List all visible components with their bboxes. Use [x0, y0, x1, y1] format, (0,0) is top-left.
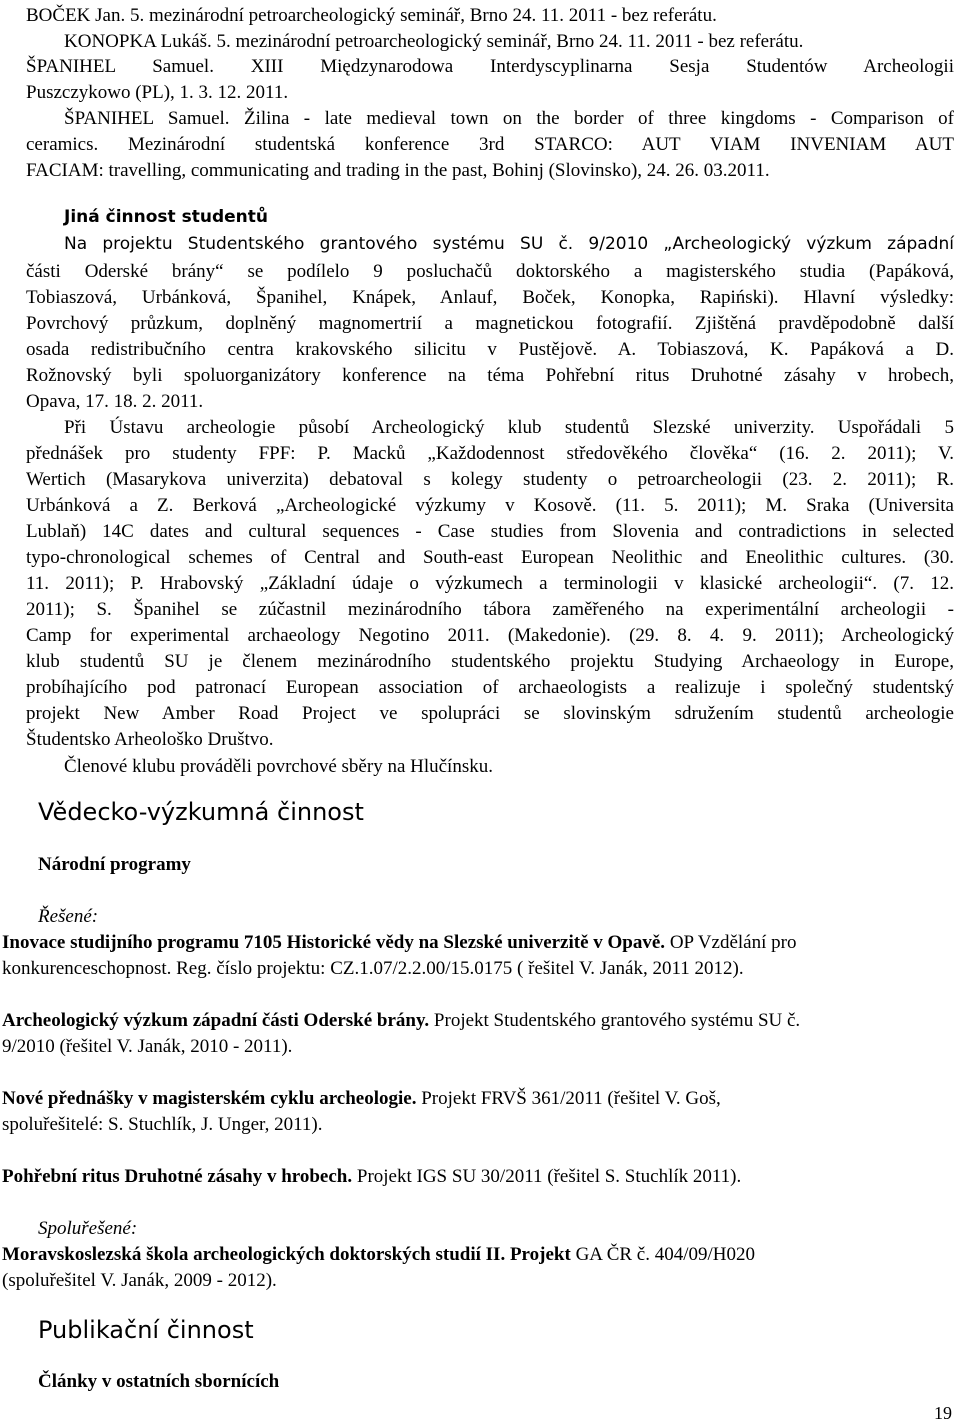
klub-line-12: projekt New Amber Road Project ve spolupráci se slovinským sdružením studentů archeologie: [26, 703, 954, 724]
jina-line-6: Rožnovský byli spoluorganizátory konference na téma Pohřební ritus Druhotné zásahy v hrobech,: [26, 365, 954, 386]
project-2-desc: Projekt Studentského grantového systému SU č.: [429, 1010, 801, 1031]
klub-line-6: typo-chronological schemes of Central and South-east European Neolithic and Eneolithic cultures. (30.: [26, 547, 954, 568]
project-5-desc: GA ČR č. 404/09/H020: [570, 1244, 756, 1265]
ref-line-7: FACIAM: travelling, communicating and trading in the past, Bohinj (Slovinsko), 24. 26. 03.2011.: [26, 160, 770, 181]
project-5-title: Moravskoslezská škola archeologických doktorských studií II. Projekt: [2, 1244, 571, 1265]
klub-line-10: klub studentů SU je členem mezinárodního studentského projektu Studying Archaeology in Europe,: [26, 651, 954, 672]
project-4-desc: Projekt IGS SU 30/2011 (řešitel S. Stuchlík 2011).: [352, 1166, 742, 1187]
jina-line-4: Povrchový průzkum, doplněný magnomertrií a magnetickou fotografií. Zjištěná pravděpodobně další: [26, 313, 954, 334]
ref-line-6: ceramics. Mezinárodní studentská konference 3rd STARCO: AUT VIAM INVENIAM AUT: [26, 134, 954, 155]
klub-line-3: Wertich (Masarykova univerzita) debatoval s kolegy studenty o petroarcheologii (23. 2. 2011); R.: [26, 469, 954, 490]
klub-line-5: Lublaň) 14C dates and cultural sequences - Case studies from Slovenia and contradictions in selected: [26, 521, 954, 542]
jina-line-3: Tobiaszová, Urbánková, Španihel, Knápek, Anlauf, Boček, Konopka, Rapiński). Hlavní výsledky:: [26, 287, 954, 308]
jina-line-5: osada redistribučního centra krakovského silicitu v Pustějově. A. Tobiaszová, K. Papáková a D.: [26, 339, 954, 360]
project-1-line-2: konkurenceschopnost. Reg. číslo projektu: CZ.1.07/2.2.00/15.0175 ( řešitel V. Janák, 2011 2012).: [2, 958, 744, 979]
heading-publikacni: Publikační činnost: [38, 1316, 254, 1344]
heading-clanky: Články v ostatních sbornících: [38, 1371, 280, 1392]
jina-line-7: Opava, 17. 18. 2. 2011.: [26, 391, 204, 412]
jina-line-2: části Oderské brány“ se podílelo 9 posluchačů doktorského a magisterského studia (Papáková,: [26, 261, 954, 282]
project-3-line-2: spoluřešitelé: S. Stuchlík, J. Unger, 2011).: [2, 1114, 323, 1135]
heading-narodni-programy: Národní programy: [38, 854, 191, 875]
ref-line-3: ŠPANIHEL Samuel. XIII Międzynarodowa Interdyscyplinarna Sesja Studentów Archeologii: [26, 56, 954, 77]
ref-line-2: KONOPKA Lukáš. 5. mezinárodní petroarcheologický seminář, Brno 24. 11. 2011 - bez referátu.: [64, 31, 804, 52]
project-5-line-2: (spoluřešitel V. Janák, 2009 - 2012).: [2, 1270, 277, 1291]
klub-line-8: 2011); S. Španihel se zúčastnil mezinárodního tábora zaměřeného na experimentální archeologii -: [26, 599, 954, 620]
project-1-desc: OP Vzdělání pro: [665, 932, 797, 953]
klub-line-4: Urbánková a Z. Berková „Archeologické výzkumy v Kosově. (11. 5. 2011); M. Sraka (Universita: [26, 495, 954, 516]
project-1-line-1: [2, 933, 796, 952]
project-4-line-1: [2, 1167, 741, 1186]
label-resene: Řešené:: [38, 906, 99, 927]
project-5-line-1: [2, 1245, 755, 1264]
klub-members: Členové klubu prováděli povrchové sběry na Hlučínsku.: [64, 756, 493, 777]
klub-line-1: Při Ústavu archeologie působí Archeologický klub studentů Slezské univerzity. Uspořádali 5: [64, 417, 954, 438]
klub-line-11: probíhajícího pod patronací European association of archaeologists a realizuje i společný studentský: [26, 677, 954, 698]
page-number: 19: [934, 1403, 952, 1423]
project-2-line-1: [2, 1011, 800, 1030]
heading-vedecko: Vědecko-výzkumná činnost: [38, 798, 364, 826]
section-title-jina: Jiná činnost studentů: [64, 207, 268, 227]
klub-line-7: 11. 2011); P. Hrabovský „Základní údaje o výzkumech a terminologii v klasické archeologii“. (7. 12.: [26, 573, 954, 594]
ref-line-4: Puszczykowo (PL), 1. 3. 12. 2011.: [26, 82, 289, 103]
klub-line-13: Študentsko Arheološko Društvo.: [26, 729, 274, 750]
klub-line-9: Camp for experimental archaeology Negotino 2011. (Makedonie). (29. 8. 4. 9. 2011); Archeologický: [26, 625, 954, 646]
label-spoluresene: Spoluřešené:: [38, 1218, 138, 1239]
project-3-title: Nové přednášky v magisterském cyklu archeologie.: [2, 1088, 417, 1109]
jina-line-1: Na projektu Studentského grantového systému SU č. 9/2010 „Archeologický výzkum západní: [64, 234, 954, 254]
project-1-title: Inovace studijního programu 7105 Historické vědy na Slezské univerzitě v Opavě.: [2, 932, 666, 953]
klub-line-2: přednášek pro studenty FPF: P. Macků „Každodennost středověkého člověka“ (16. 2. 2011); V.: [26, 443, 954, 464]
project-2-title: Archeologický výzkum západní části Oderské brány.: [2, 1010, 430, 1031]
project-2-line-2: 9/2010 (řešitel V. Janák, 2010 - 2011).: [2, 1036, 293, 1057]
ref-line-5: ŠPANIHEL Samuel. Žilina - late medieval town on the border of three kingdoms - Comparison of: [64, 108, 954, 129]
ref-line-1: BOČEK Jan. 5. mezinárodní petroarcheologický seminář, Brno 24. 11. 2011 - bez referátu.: [26, 5, 717, 26]
project-3-desc: Projekt FRVŠ 361/2011 (řešitel V. Goš,: [416, 1088, 721, 1109]
project-3-line-1: [2, 1089, 721, 1108]
project-4-title: Pohřební ritus Druhotné zásahy v hrobech.: [2, 1166, 353, 1187]
